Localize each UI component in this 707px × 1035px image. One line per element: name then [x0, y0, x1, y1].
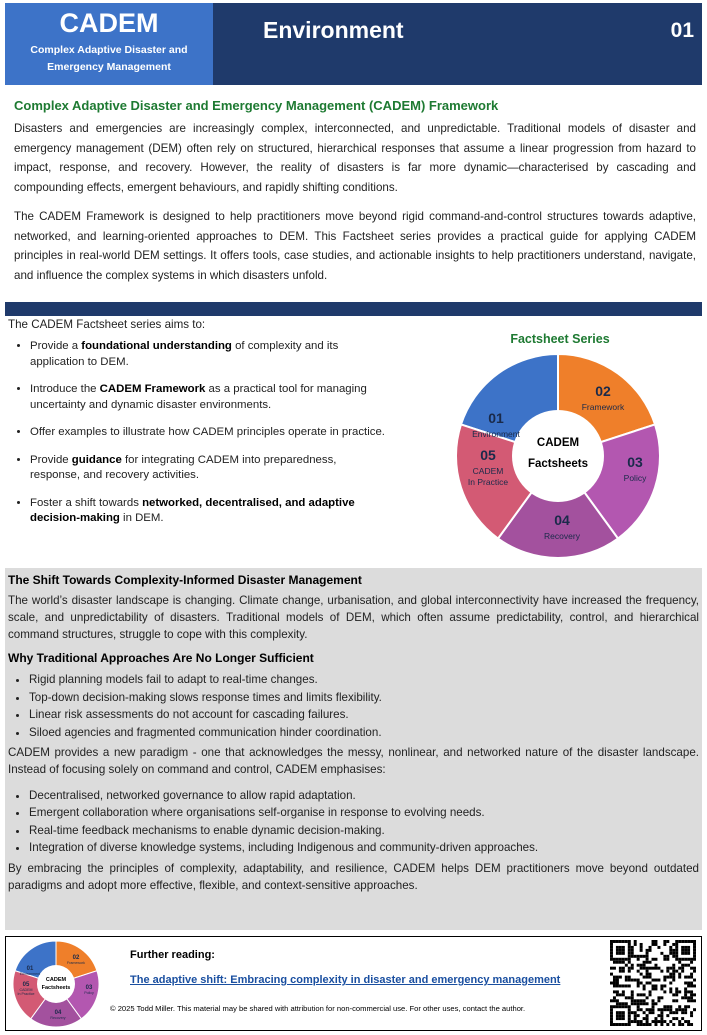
further-reading-link[interactable]: The adaptive shift: Embracing complexity in disaster and emergency management: [130, 974, 561, 986]
shift-section: [5, 568, 702, 930]
copyright-notice: © 2025 Todd Miller. This material may be shared with attribution for non-commercial use. For other uses, contact the author.: [110, 1004, 526, 1013]
intro-paragraph: Disasters and emergencies are increasingly complex, interconnected, and unpredictable. Traditional models of disaster and emergency management (DEM) often rely on structured, hierarchical responses that assume a linear progression from hazard to impact, response, and recovery. However, the reality of disasters is far more dynamic—characterised by cascading and compounding effects, emergent behaviours, and rapidly shifting conditions.: [14, 122, 696, 194]
list-item: • Offer examples to illustrate how CADEM principles operate in practice.: [30, 425, 388, 441]
list-item: • Provide guidance for integrating CADEM into preparedness, response, and recovery activities.: [30, 453, 388, 484]
segment-number: 05: [480, 447, 496, 463]
emphases-list: [8, 787, 699, 857]
page-title: Environment: [263, 17, 404, 43]
mini-center-subtitle: Factsheets: [41, 985, 71, 991]
page-footer: [5, 936, 702, 1031]
segment-label: Policy: [623, 473, 647, 483]
brand-subtitle: Complex Adaptive Disaster and Emergency Management: [30, 44, 188, 73]
mini-segment-label: Environment: [19, 972, 41, 976]
aims-section: [8, 318, 388, 539]
brand-block: [5, 3, 213, 85]
aims-intro: The CADEM Factsheet series aims to:: [8, 318, 206, 331]
mini-segment-number: 03: [85, 985, 93, 991]
wheel-center-subtitle: Factsheets: [527, 458, 589, 470]
section-subheading: Why Traditional Approaches Are No Longer Sufficient: [8, 651, 314, 666]
mini-segment-number: 01: [26, 966, 34, 972]
segment-number: 02: [595, 383, 611, 399]
segment-label: Recovery: [544, 531, 580, 541]
intro-heading: Complex Adaptive Disaster and Emergency Management (CADEM) Framework: [14, 98, 499, 113]
list-item: • Integration of diverse knowledge systems, including Indigenous and community-driven approaches.: [29, 839, 699, 857]
mini-segment-number: 04: [54, 1010, 62, 1016]
section-paragraph: CADEM provides a new paradigm - one that acknowledges the messy, nonlinear, and networked nature of the disaster landscape. Instead of focusing solely on command and control, CADEM emphasises:: [8, 746, 699, 777]
mini-factsheet-wheel: [8, 940, 104, 1028]
problems-list: [8, 671, 699, 741]
factsheet-number: 01: [670, 19, 694, 42]
mini-segment-label: Recovery: [50, 1016, 66, 1020]
page-header: [5, 3, 702, 85]
list-item: • Rigid planning models fail to adapt to real-time changes.: [29, 671, 699, 689]
list-item: • Provide a foundational understanding of complexity and its application to DEM.: [30, 339, 388, 370]
segment-number: 03: [627, 454, 643, 470]
list-item: • Introduce the CADEM Framework as a practical tool for managing uncertainty and dynamic disaster environments.: [30, 382, 388, 413]
wheel-center: [512, 410, 604, 502]
further-reading-label: Further reading:: [130, 949, 215, 961]
segment-number: 01: [488, 410, 504, 426]
section-heading: The Shift Towards Complexity-Informed Disaster Management: [8, 573, 362, 587]
list-item: • Siloed agencies and fragmented communication hinder coordination.: [29, 724, 699, 742]
title-block: [213, 3, 702, 85]
brand-name: CADEM: [59, 8, 159, 38]
list-item: • Foster a shift towards networked, decentralised, and adaptive decision-making in DEM.: [30, 496, 388, 527]
list-item: • Top-down decision-making slows response times and limits flexibility.: [29, 689, 699, 707]
intro-paragraph: The CADEM Framework is designed to help practitioners move beyond rigid command-and-control structures towards adaptive, networked, and learning-oriented approaches to DEM. This Factsheet series provides a practical guide for applying CADEM principles in real-world DEM settings. It offers tools, case studies, and actionable insights to help practitioners understand, navigate, and influence the complex systems in which disasters unfold.: [14, 210, 696, 282]
mini-segment-number: 05: [22, 982, 30, 988]
mini-segment-number: 02: [72, 955, 80, 961]
mini-segment-label: Framework: [67, 961, 85, 965]
aims-list: [8, 339, 388, 527]
qr-code-icon[interactable]: [609, 940, 697, 1026]
list-item: • Linear risk assessments do not account for cascading failures.: [29, 706, 699, 724]
intro-section: [14, 98, 696, 295]
section-divider: [5, 302, 702, 316]
segment-label: In Practice: [467, 477, 509, 487]
wheel-center-title: CADEM: [536, 437, 580, 449]
list-item: • Decentralised, networked governance to allow rapid adaptation.: [29, 787, 699, 805]
segment-number: 04: [554, 512, 570, 528]
factsheet-wheel: [452, 350, 664, 560]
segment-label: Environment: [472, 429, 520, 439]
section-paragraph: The world’s disaster landscape is changing. Climate change, urbanisation, and global interconnectivity have increased the frequency, scale, and unpredictability of disasters. Traditional models of DEM, which often assume predictability, control, and hierarchical command structures, struggle to cope with this complexity.: [8, 594, 699, 641]
section-paragraph: By embracing the principles of complexity, adaptability, and resilience, CADEM helps DEM practitioners move beyond outdated paradigms and adopt more effective, flexible, and context-sensitive approaches.: [8, 861, 699, 892]
segment-label: CADEM: [472, 466, 504, 476]
mini-segment-label: In Practice: [17, 992, 35, 996]
mini-segment-label: Policy: [84, 991, 94, 995]
segment-label: Framework: [581, 402, 625, 412]
list-item: • Emergent collaboration where organisations self-organise in response to evolving needs.: [29, 804, 699, 822]
mini-segment-label: CADEM: [19, 988, 33, 992]
wheel-title: Factsheet Series: [510, 332, 610, 346]
list-item: • Real-time feedback mechanisms to enable dynamic decision-making.: [29, 822, 699, 840]
mini-center-title: CADEM: [45, 977, 67, 983]
